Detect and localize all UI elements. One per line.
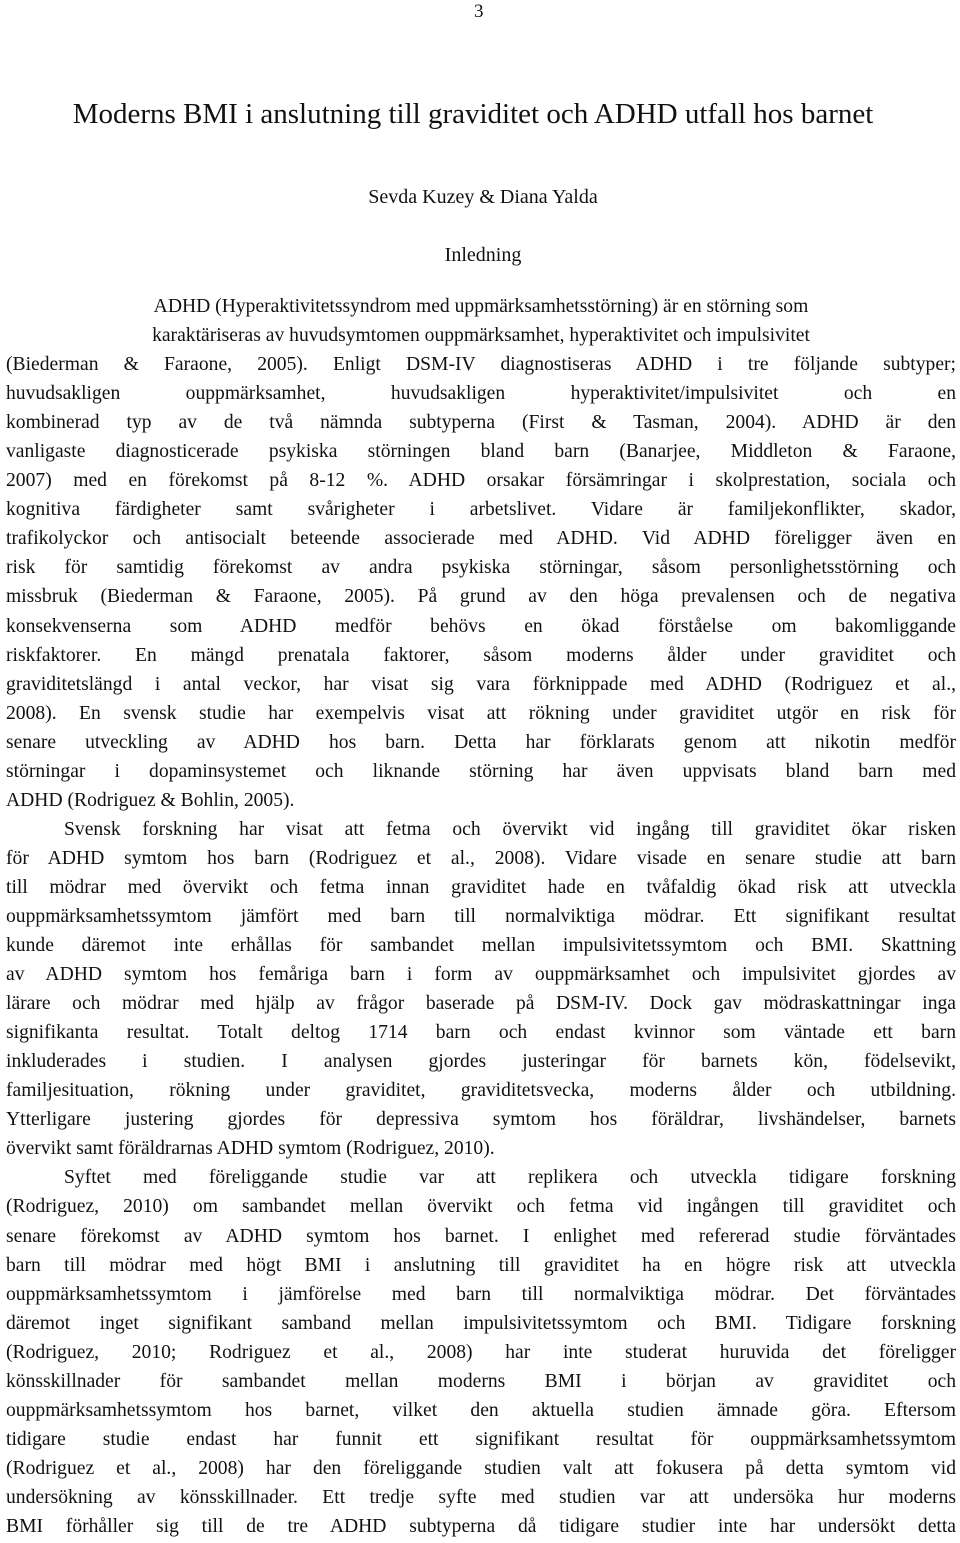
text-line: risk för samtidig förekomst av andra psykiska störningar, såsom personlighetsstörning och <box>6 557 956 579</box>
text-line: däremot inget signifikant samband mellan impulsivitetssymtom och BMI. Tidigare forskning <box>6 1312 956 1334</box>
text-line: familjesituation, rökning under graviditet, graviditetsvecka, moderns ålder och utbildning. <box>6 1080 956 1102</box>
body-text <box>6 292 956 1541</box>
text-line: Svensk forskning har visat att fetma och övervikt vid ingång till graviditet ökar risken <box>64 818 956 840</box>
text-line: 2008). En svensk studie har exempelvis visat att rökning under graviditet utgör en risk för <box>6 702 956 724</box>
text-line: ouppmärksamhetssymtom jämfört med barn till normalviktiga mödrar. Ett signifikant resultat <box>6 905 956 927</box>
text-line: inkluderades i studien. I analysen gjordes justeringar för barnets kön, födelsevikt, <box>6 1051 956 1073</box>
text-line: undersökning av könsskillnader. Ett tredje syfte med studien var att undersöka hur moderns <box>6 1486 956 1508</box>
text-line: ouppmärksamhetssymtom hos barnet, vilket den aktuella studien ämnade göra. Eftersom <box>6 1399 956 1421</box>
text-line: till mödrar med övervikt och fetma innan graviditet hade en tvåfaldig ökad risk att utveckla <box>6 876 956 898</box>
paper-title: Moderns BMI i anslutning till graviditet och ADHD utfall hos barnet <box>72 98 874 130</box>
text-line: senare förekomst av ADHD symtom hos barnet. I enlighet med refererad studie förväntades <box>6 1225 956 1247</box>
text-line: karaktäriseras av huvudsymtomen ouppmärksamhet, hyperaktivitet och impulsivitet <box>152 325 810 347</box>
text-line: signifikanta resultat. Totalt deltog 1714 barn och endast kvinnor som väntade ett barn <box>6 1022 956 1044</box>
text-line: övervikt samt föräldrarnas ADHD symtom (Rodriguez, 2010). <box>6 1138 495 1160</box>
text-line: Ytterligare justering gjordes för depressiva symtom hos föräldrar, livshändelser, barnets <box>6 1109 956 1131</box>
text-line: (Rodriguez, 2010; Rodriguez et al., 2008) har inte studerat huruvida det föreligger <box>6 1341 956 1363</box>
text-line: senare utveckling av ADHD hos barn. Detta har förklarats genom att nikotin medför <box>6 731 956 753</box>
text-line: störningar i dopaminsystemet och liknande störning har även uppvisats bland barn med <box>6 760 956 782</box>
text-line: för ADHD symtom hos barn (Rodriguez et al., 2008). Vidare visade en senare studie att barn <box>6 847 956 869</box>
text-line: huvudsakligen ouppmärksamhet, huvudsakligen hyperaktivitet/impulsivitet och en <box>6 383 956 405</box>
text-line: lärare och mödrar med hjälp av frågor baserade på DSM-IV. Dock gav mödraskattningar inga <box>6 993 956 1015</box>
text-line: barn till mödrar med högt BMI i anslutning till graviditet ha en högre risk att utveckla <box>6 1254 956 1276</box>
text-line: graviditetslängd i antal veckor, har visat sig vara förknippade med ADHD (Rodriguez et al., <box>6 673 956 695</box>
section-heading: Inledning <box>444 244 522 266</box>
text-line: trafikolyckor och antisocialt beteende associerade med ADHD. Vid ADHD föreligger även en <box>6 528 956 550</box>
text-line: vanligaste diagnosticerade psykiska störningen bland barn (Banarjee, Middleton & Faraone, <box>6 441 956 463</box>
text-line: 2007) med en förekomst på 8-12 %. ADHD orsakar försämringar i skolprestation, sociala och <box>6 470 956 492</box>
text-line: ouppmärksamhetssymtom i jämförelse med barn till normalviktiga mödrar. Det förväntades <box>6 1283 956 1305</box>
text-line: (Biederman & Faraone, 2005). Enligt DSM-IV diagnostiseras ADHD i tre följande subtyper; <box>6 354 956 376</box>
text-line: (Rodriguez et al., 2008) har den föreliggande studien valt att fokusera på detta symtom vid <box>6 1457 956 1479</box>
text-line: Syftet med föreliggande studie var att replikera och utveckla tidigare forskning <box>64 1167 956 1189</box>
authors: Sevda Kuzey & Diana Yalda <box>368 186 598 208</box>
text-line: (Rodriguez, 2010) om sambandet mellan övervikt och fetma vid ingången till graviditet och <box>6 1196 956 1218</box>
text-line: ADHD (Hyperaktivitetssyndrom med uppmärksamhetsstörning) är en störning som <box>153 296 809 317</box>
text-line: ADHD (Rodriguez & Bohlin, 2005). <box>6 789 295 811</box>
text-line: tidigare studie endast har funnit ett signifikant resultat för ouppmärksamhetssymtom <box>6 1428 956 1450</box>
text-line: konsekvenserna som ADHD medför behövs en ökad förståelse om bakomliggande <box>6 615 956 637</box>
text-line: kognitiva färdigheter samt svårigheter i arbetslivet. Vidare är familjekonflikter, skador, <box>6 499 956 521</box>
text-line: kombinerad typ av de två nämnda subtyperna (First & Tasman, 2004). ADHD är den <box>6 412 956 434</box>
page-number: 3 <box>474 1 484 22</box>
text-line: könsskillnader för sambandet mellan moderns BMI i början av graviditet och <box>6 1370 956 1392</box>
text-line: missbruk (Biederman & Faraone, 2005). På grund av den höga prevalensen och de negativa <box>6 586 956 608</box>
text-line: kunde däremot inte erhållas för sambandet mellan impulsivitetssymtom och BMI. Skattning <box>6 935 956 957</box>
text-line: av ADHD symtom hos femåriga barn i form av ouppmärksamhet och impulsivitet gjordes av <box>6 964 956 986</box>
text-line: riskfaktorer. En mängd prenatala faktorer, såsom moderns ålder under graviditet och <box>6 644 956 666</box>
text-line: BMI förhåller sig till de tre ADHD subtyperna då tidigare studier inte har undersökt detta <box>6 1515 956 1537</box>
